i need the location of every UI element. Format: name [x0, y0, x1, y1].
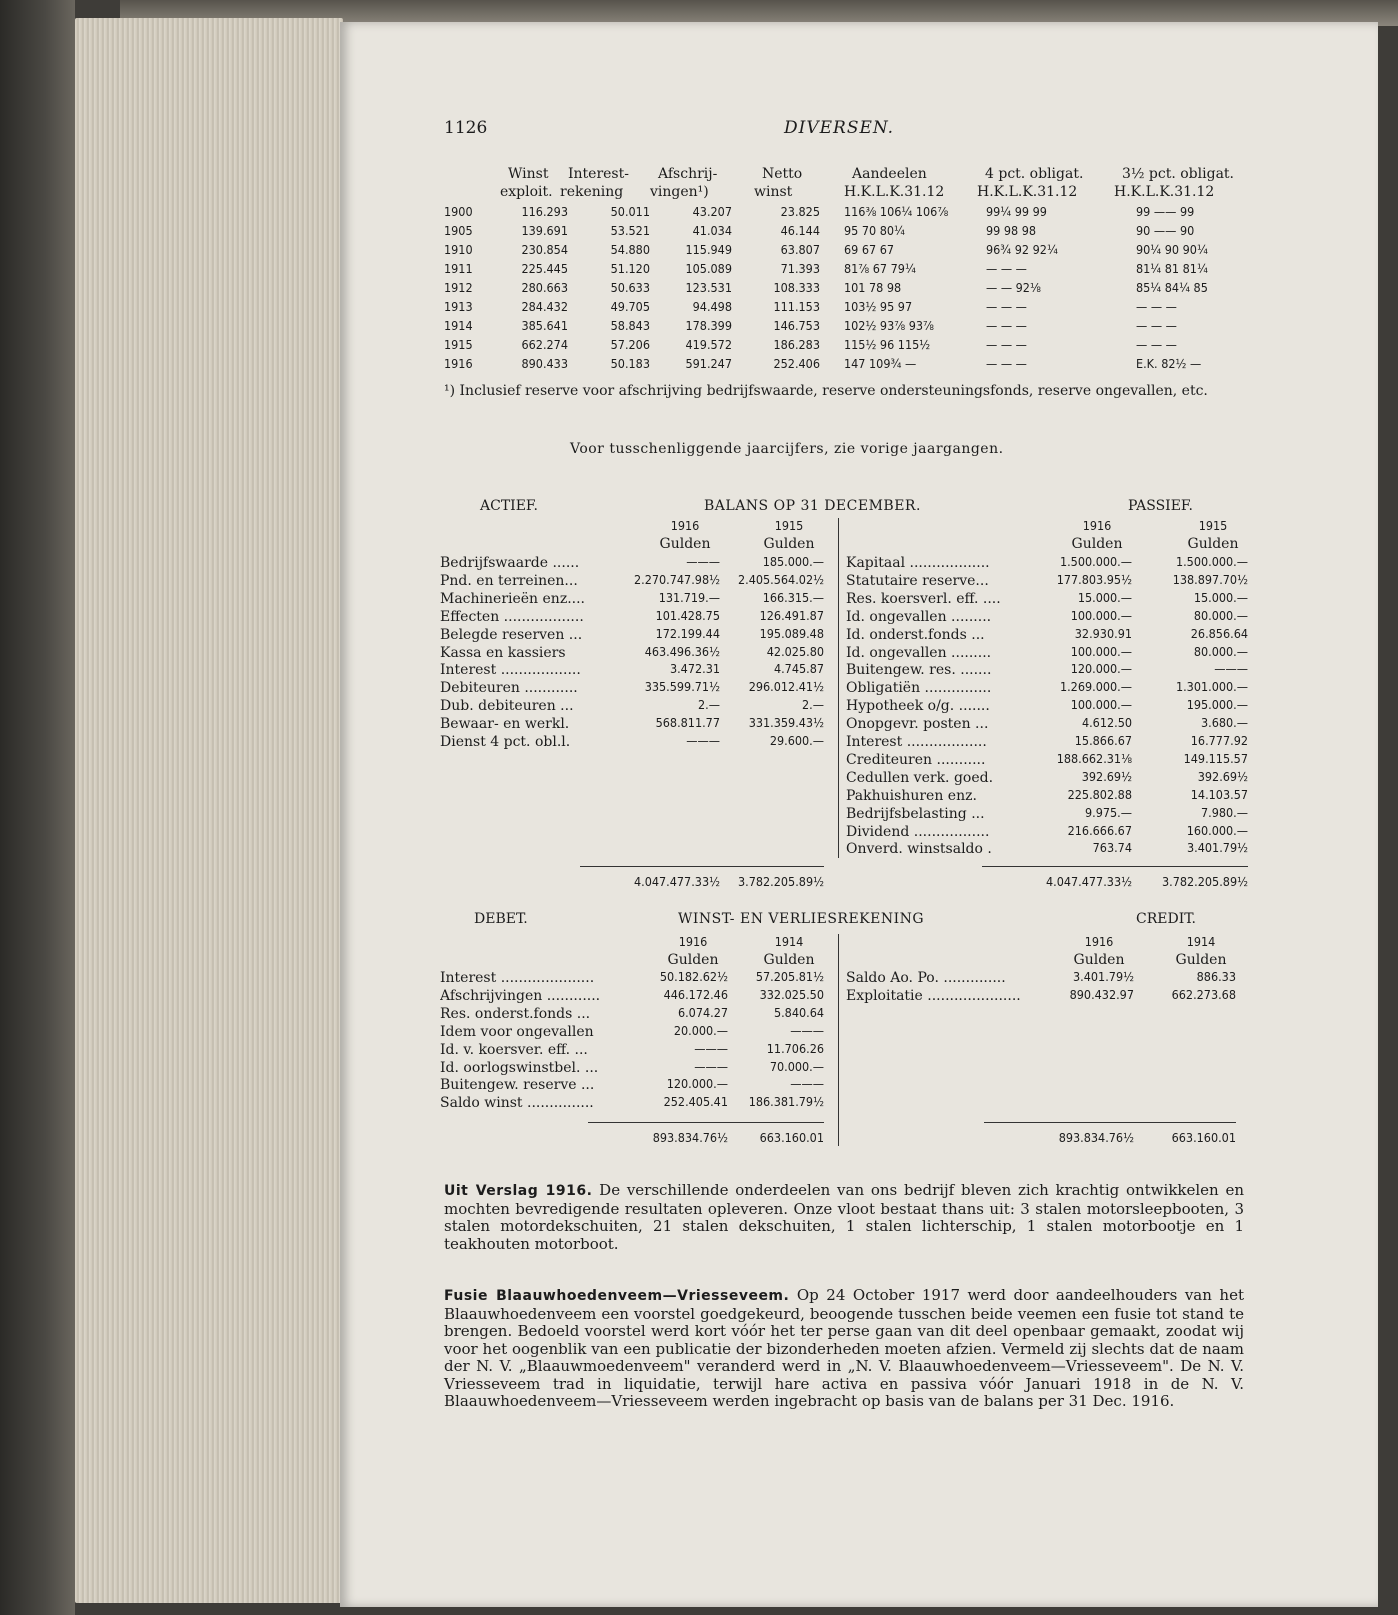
balans-right-a: 216.666.67	[1067, 822, 1132, 838]
stats-header-top: Aandeelen	[852, 166, 927, 182]
winst-year-head: 1916	[678, 934, 708, 949]
balans-left-label: Interest ..................	[440, 662, 581, 679]
stats-netto: 111.153	[773, 299, 820, 314]
balans-left-a: 131.719.—	[658, 589, 720, 605]
stats-year: 1915	[444, 337, 473, 352]
footnote: ¹) Inclusief reserve voor afschrijving bedrijfswaarde, reserve ondersteuningsfonds, reserve ongevallen, etc.	[444, 383, 1208, 399]
stats-35pct: — — —	[1136, 318, 1177, 333]
balans-left-a: 463.496.36½	[644, 643, 720, 659]
winst-left-a: 50.182.62½	[659, 969, 728, 984]
balans-left-b: 29.600.—	[769, 733, 824, 748]
stats-4pct: 99¼ 99 99	[986, 204, 1047, 219]
balans-right-a: 120.000.—	[1070, 661, 1132, 677]
balans-total-right-b: 3.782.205.89½	[1162, 874, 1248, 889]
stats-35pct: — — —	[1136, 299, 1177, 314]
winst-total-right-b: 663.160.01	[1171, 1130, 1236, 1145]
balans-divider	[838, 518, 839, 858]
winst-right-b: 662.273.68	[1171, 986, 1236, 1002]
balans-left-title: ACTIEF.	[480, 498, 538, 514]
winst-right-a: 890.432.97	[1069, 986, 1134, 1002]
paragraph-fusie	[444, 1287, 1244, 1411]
stats-netto: 71.393	[780, 261, 820, 276]
balans-right-label: Id. ongevallen .........	[846, 644, 992, 661]
stats-year: 1914	[444, 318, 473, 333]
stats-4pct: — — 92⅛	[986, 280, 1041, 295]
balans-right-label: Cedullen verk. goed.	[846, 769, 994, 786]
balans-right-label: Interest ..................	[846, 734, 987, 750]
page	[340, 22, 1378, 1607]
winst-year-head: 1914	[1186, 934, 1216, 949]
stats-interest: 50.633	[610, 280, 650, 295]
paragraph-verslag	[444, 1182, 1244, 1253]
balans-left-label: Machinerieën enz....	[440, 590, 586, 607]
stats-aandeelen: 116⅜ 106¼ 106⅞	[844, 204, 949, 219]
stats-header-top: Afschrij-	[658, 166, 718, 182]
stats-year: 1912	[444, 280, 473, 295]
balans-left-b: 195.089.48	[759, 625, 824, 641]
balans-right-label: Onopgevr. posten ...	[846, 716, 989, 733]
stats-interest: 53.521	[610, 223, 650, 238]
paragraph-fusie-head: Fusie Blaauwhoedenveem—Vriesseveem.	[444, 1288, 790, 1304]
winst-total-left-b: 663.160.01	[759, 1130, 824, 1145]
balans-left-b: 166.315.—	[762, 589, 824, 605]
balans-right-b: 80.000.—	[1193, 643, 1248, 659]
balans-right-a: 188.662.31⅛	[1056, 750, 1132, 766]
balans-right-b: 149.115.57	[1183, 750, 1248, 766]
winst-left-a: 446.172.46	[663, 986, 728, 1002]
stats-winst: 280.663	[521, 280, 568, 295]
paragraph-verslag-head: Uit Verslag 1916.	[444, 1183, 593, 1199]
balans-right-a: 9.975.—	[1084, 804, 1132, 820]
balans-right-b: ———	[1214, 661, 1248, 677]
stats-4pct: — — —	[986, 299, 1027, 314]
balans-right-a: 1.269.000.—	[1059, 679, 1132, 695]
balans-right-a: 225.802.88	[1067, 786, 1132, 802]
stats-aandeelen: 103½ 95 97	[844, 299, 913, 314]
winst-left-a: 252.405.41	[663, 1094, 728, 1110]
stats-afschr: 178.399	[685, 318, 732, 333]
winst-left-label: Idem voor ongevallen	[440, 1023, 594, 1040]
balans-right-a: 15.000.—	[1077, 589, 1132, 605]
winst-right-a: 3.401.79½	[1073, 969, 1134, 984]
stats-winst: 385.641	[521, 318, 568, 333]
balans-right-b: 80.000.—	[1193, 607, 1248, 623]
balans-left-label: Bedrijfswaarde ......	[440, 555, 580, 571]
stats-35pct: 99 —— 99	[1136, 204, 1195, 219]
balans-right-b: 195.000.—	[1186, 697, 1248, 713]
balans-right-b: 7.980.—	[1200, 804, 1248, 820]
winst-left-a: ———	[694, 1058, 728, 1074]
winst-left-a: 120.000.—	[666, 1076, 728, 1092]
winst-year-head: 1914	[774, 934, 804, 949]
stats-35pct: E.K. 82½ —	[1136, 356, 1202, 371]
winst-rule-left	[588, 1122, 824, 1123]
balans-rule-right	[982, 866, 1248, 867]
balans-right-a: 763.74	[1092, 840, 1132, 856]
page-edges	[75, 18, 343, 1603]
balans-total-left-b: 3.782.205.89½	[738, 874, 824, 889]
stats-aandeelen: 69 67 67	[844, 242, 895, 257]
winst-left-label: Interest .....................	[440, 970, 595, 986]
stats-header-bottom: exploit.	[500, 184, 553, 200]
stats-aandeelen: 95 70 80¼	[844, 223, 905, 238]
winst-left-label: Id. oorlogswinstbel. ...	[440, 1059, 599, 1076]
balans-unit-head: Gulden	[659, 536, 711, 552]
balans-right-label: Statutaire reserve...	[846, 572, 989, 589]
balans-right-label: Pakhuishuren enz.	[846, 787, 977, 804]
winst-left-b: ———	[790, 1076, 824, 1092]
balans-left-a: ———	[686, 733, 720, 748]
winst-left-label: Saldo winst ...............	[440, 1095, 594, 1112]
winst-unit-head: Gulden	[667, 952, 719, 968]
balans-right-b: 3.680.—	[1200, 715, 1248, 731]
balans-left-b: 126.491.87	[759, 607, 824, 623]
stats-year: 1900	[444, 204, 473, 219]
stats-header-bottom: vingen¹)	[650, 184, 709, 200]
stats-aandeelen: 102½ 93⅞ 93⅞	[844, 318, 934, 333]
balans-left-label: Kassa en kassiers	[440, 644, 566, 661]
balans-left-label: Dub. debiteuren ...	[440, 698, 574, 715]
balans-right-b: 16.777.92	[1190, 733, 1248, 748]
stats-35pct: 90¼ 90 90¼	[1136, 242, 1208, 257]
winst-right-b: 886.33	[1196, 969, 1236, 984]
stats-netto: 63.807	[780, 242, 820, 257]
stats-netto: 46.144	[780, 223, 820, 238]
winst-left-b: 57.205.81½	[755, 969, 824, 984]
stats-afschr: 105.089	[685, 261, 732, 276]
balans-left-a: 101.428.75	[655, 607, 720, 623]
stats-interest: 51.120	[610, 261, 650, 276]
stats-interest: 58.843	[610, 318, 650, 333]
winst-left-title: DEBET.	[474, 911, 528, 927]
balans-right-label: Hypotheek o/g. .......	[846, 698, 990, 715]
stats-year: 1913	[444, 299, 473, 314]
stats-interest: 49.705	[610, 299, 650, 314]
stats-afschr: 43.207	[692, 204, 732, 219]
stats-header-bottom: rekening	[560, 184, 624, 200]
stats-aandeelen: 101 78 98	[844, 280, 902, 295]
balans-right-b: 1.301.000.—	[1175, 679, 1248, 695]
balans-left-label: Debiteuren ............	[440, 680, 578, 697]
winst-left-label: Afschrijvingen ............	[440, 987, 601, 1004]
stats-4pct: — — —	[986, 356, 1027, 371]
balans-right-label: Id. ongevallen .........	[846, 608, 992, 625]
stats-aandeelen: 147 109¾ —	[844, 356, 917, 371]
stats-netto: 146.753	[773, 318, 820, 333]
winst-right-title: CREDIT.	[1136, 911, 1196, 927]
stats-header-bottom: H.K.L.K.31.12	[844, 184, 945, 200]
stats-35pct: 90 —— 90	[1136, 223, 1195, 238]
balans-right-label: Res. koersverl. eff. ....	[846, 590, 1001, 607]
stats-header-bottom: winst	[754, 184, 793, 200]
stats-aandeelen: 115½ 96 115½	[844, 337, 931, 352]
stats-year: 1911	[444, 261, 473, 276]
winst-left-b: 70.000.—	[769, 1058, 824, 1074]
balans-left-label: Dienst 4 pct. obl.l.	[440, 734, 571, 750]
paragraph-verslag-text: De verschillende onderdeelen van ons bedrijf bleven zich krachtig ontwikkelen en mochten bevredigende resultaten opleveren. Onze vloot bestaat thans uit: 3 stalen motorsleepbooten, 3 stalen motordekschuiten, 21 stalen dekschuiten, 1 stalen lichterschip, 1 stalen motorbootje en 1 teakhouten motorboot.	[444, 1181, 1244, 1253]
winst-right-label: Exploitatie .....................	[846, 987, 1021, 1004]
balans-right-b: 1.500.000.—	[1175, 554, 1248, 569]
balans-rule-left	[580, 866, 824, 867]
balans-left-b: 296.012.41½	[748, 679, 824, 695]
stats-4pct: — — —	[986, 261, 1027, 276]
balans-right-b: 14.103.57	[1190, 786, 1248, 802]
balans-right-label: Onverd. winstsaldo .	[846, 841, 992, 858]
stats-4pct: — — —	[986, 318, 1027, 333]
balans-right-a: 4.612.50	[1081, 715, 1132, 731]
balans-left-b: 185.000.—	[762, 554, 824, 569]
stats-netto: 23.825	[780, 204, 820, 219]
stats-netto: 108.333	[773, 280, 820, 295]
balans-right-a: 392.69½	[1081, 768, 1132, 784]
winst-left-a: ———	[694, 1040, 728, 1056]
balans-total-right-a: 4.047.477.33½	[1046, 874, 1132, 889]
winst-unit-head: Gulden	[763, 952, 815, 968]
stats-year: 1905	[444, 223, 473, 238]
balans-left-b: 4.745.87	[773, 661, 824, 677]
stats-interest: 54.880	[610, 242, 650, 257]
stats-aandeelen: 81⅞ 67 79¼	[844, 261, 916, 276]
balans-right-label: Kapitaal ..................	[846, 555, 990, 571]
stats-winst: 225.445	[521, 261, 568, 276]
balans-left-label: Bewaar- en werkl.	[440, 716, 570, 733]
winst-left-b: 186.381.79½	[748, 1094, 824, 1110]
stats-interest: 50.011	[610, 204, 650, 219]
balans-unit-head: Gulden	[1187, 536, 1239, 552]
winst-left-b: 332.025.50	[759, 986, 824, 1002]
balans-right-a: 15.866.67	[1074, 733, 1132, 748]
balans-left-a: 172.199.44	[655, 625, 720, 641]
balans-right-b: 3.401.79½	[1187, 840, 1248, 856]
stats-header-top: Winst	[508, 166, 549, 182]
balans-total-left-a: 4.047.477.33½	[634, 874, 720, 889]
stats-header-top: Netto	[762, 166, 803, 182]
stats-afschr: 115.949	[685, 242, 732, 257]
stats-afschr: 41.034	[692, 223, 732, 238]
stats-winst: 116.293	[521, 204, 568, 219]
balans-right-label: Dividend .................	[846, 823, 990, 840]
stats-header-bottom: H.K.L.K.31.12	[977, 184, 1078, 200]
jaarcijfers-note: Voor tusschenliggende jaarcijfers, zie vorige jaargangen.	[570, 441, 1004, 457]
running-title: DIVERSEN.	[784, 118, 895, 138]
book-spine	[0, 0, 75, 1615]
winst-left-label: Buitengew. reserve ...	[440, 1077, 595, 1094]
balans-left-a: ———	[686, 554, 720, 569]
balans-right-a: 1.500.000.—	[1059, 554, 1132, 569]
balans-right-a: 177.803.95½	[1056, 571, 1132, 587]
stats-year: 1910	[444, 242, 473, 257]
stats-winst: 139.691	[521, 223, 568, 238]
winst-total-left-a: 893.834.76½	[652, 1130, 728, 1145]
balans-title: BALANS OP 31 DECEMBER.	[704, 498, 921, 514]
balans-right-label: Bedrijfsbelasting ...	[846, 805, 985, 822]
winst-total-right-a: 893.834.76½	[1058, 1130, 1134, 1145]
winst-left-b: ———	[790, 1022, 824, 1038]
balans-left-a: 3.472.31	[669, 661, 720, 677]
winst-divider	[838, 934, 839, 1146]
balans-left-b: 2.—	[802, 697, 824, 713]
stats-winst: 890.433	[521, 356, 568, 371]
balans-year-head: 1915	[774, 518, 804, 533]
balans-year-head: 1916	[1082, 518, 1112, 533]
balans-right-b: 160.000.—	[1186, 822, 1248, 838]
winst-left-a: 20.000.—	[673, 1022, 728, 1038]
stats-winst: 230.854	[521, 242, 568, 257]
balans-left-label: Belegde reserven ...	[440, 626, 583, 643]
winst-left-a: 6.074.27	[677, 1004, 728, 1020]
balans-right-b: 138.897.70½	[1172, 571, 1248, 587]
balans-left-label: Pnd. en terreinen...	[440, 572, 578, 589]
stats-netto: 186.283	[773, 337, 820, 352]
balans-left-a: 335.599.71½	[644, 679, 720, 695]
stats-35pct: 85¼ 84¼ 85	[1136, 280, 1208, 295]
balans-right-b: 392.69½	[1197, 768, 1248, 784]
stats-interest: 57.206	[610, 337, 650, 352]
balans-right-a: 32.930.91	[1074, 625, 1132, 641]
winst-left-label: Id. v. koersver. eff. ...	[440, 1041, 588, 1058]
balans-right-label: Obligatiën ...............	[846, 680, 992, 697]
balans-right-label: Buitengew. res. .......	[846, 662, 992, 679]
balans-unit-head: Gulden	[1071, 536, 1123, 552]
stats-35pct: 81¼ 81 81¼	[1136, 261, 1208, 276]
stats-netto: 252.406	[773, 356, 820, 371]
balans-right-a: 100.000.—	[1070, 697, 1132, 713]
balans-right-label: Crediteuren ...........	[846, 751, 986, 768]
stats-winst: 662.274	[521, 337, 568, 352]
balans-right-a: 100.000.—	[1070, 643, 1132, 659]
stats-header-top: 4 pct. obligat.	[985, 166, 1084, 182]
balans-left-b: 331.359.43½	[748, 715, 824, 731]
footnote-line-1	[444, 382, 1256, 400]
winst-left-b: 5.840.64	[773, 1004, 824, 1020]
stats-afschr: 591.247	[685, 356, 732, 371]
stats-afschr: 123.531	[685, 280, 732, 295]
stats-35pct: — — —	[1136, 337, 1177, 352]
balans-left-b: 42.025.80	[766, 643, 824, 659]
stats-header-bottom: H.K.L.K.31.12	[1114, 184, 1215, 200]
stats-afschr: 94.498	[692, 299, 732, 314]
page-number: 1126	[444, 118, 488, 138]
winst-left-b: 11.706.26	[766, 1040, 824, 1056]
winst-title: WINST- EN VERLIESREKENING	[678, 911, 925, 927]
winst-unit-head: Gulden	[1073, 952, 1125, 968]
balans-right-label: Id. onderst.fonds ...	[846, 626, 985, 643]
stats-year: 1916	[444, 356, 473, 371]
stats-afschr: 419.572	[685, 337, 732, 352]
stats-4pct: — — —	[986, 337, 1027, 352]
winst-unit-head: Gulden	[1175, 952, 1227, 968]
balans-unit-head: Gulden	[763, 536, 815, 552]
balans-year-head: 1915	[1198, 518, 1228, 533]
balans-year-head: 1916	[670, 518, 700, 533]
winst-left-label: Res. onderst.fonds ...	[440, 1005, 591, 1022]
stats-winst: 284.432	[521, 299, 568, 314]
winst-rule-right	[984, 1122, 1236, 1123]
balans-right-b: 26.856.64	[1190, 625, 1248, 641]
balans-right-a: 100.000.—	[1070, 607, 1132, 623]
winst-year-head: 1916	[1084, 934, 1114, 949]
stats-header-top: Interest-	[568, 166, 629, 182]
balans-left-a: 568.811.77	[655, 715, 720, 731]
balans-left-a: 2.270.747.98½	[634, 571, 720, 587]
stats-header-top: 3½ pct. obligat.	[1122, 166, 1234, 182]
paragraph-fusie-text: Op 24 October 1917 werd door aandeelhouders van het Blaauwhoedenveem een voorstel goedgekeurd, beoogende tusschen beide veemen een fusie tot stand te brengen. Bedoeld voorstel werd kort vóór het ter perse gaan van dit deel openbaar gemaakt, zoodat wij voor het oogenblik van een publicatie der bizonderheden moeten afzien. Vermeld zij slechts dat de naam der N. V. „Blaauwmoedenveem" veranderd werd in „N. V. Blaauwhoedenveem—Vriesseveem". De N. V. Vriesseveem trad in liquidatie, terwijl hare activa en passiva vóór Januari 1918 in de N. V. Blaauwhoedenveem—Vriesseveem werden ingebracht op basis van de balans per 31 Dec. 1916.	[444, 1286, 1244, 1410]
balans-left-label: Effecten ..................	[440, 608, 584, 625]
balans-left-b: 2.405.564.02½	[738, 571, 824, 587]
balans-left-a: 2.—	[698, 697, 720, 713]
balans-right-title: PASSIEF.	[1128, 498, 1193, 514]
stats-interest: 50.183	[610, 356, 650, 371]
stats-4pct: 99 98 98	[986, 223, 1037, 238]
winst-right-label: Saldo Ao. Po. ..............	[846, 970, 1006, 986]
balans-right-b: 15.000.—	[1193, 589, 1248, 605]
stats-4pct: 96¾ 92 92¼	[986, 242, 1058, 257]
